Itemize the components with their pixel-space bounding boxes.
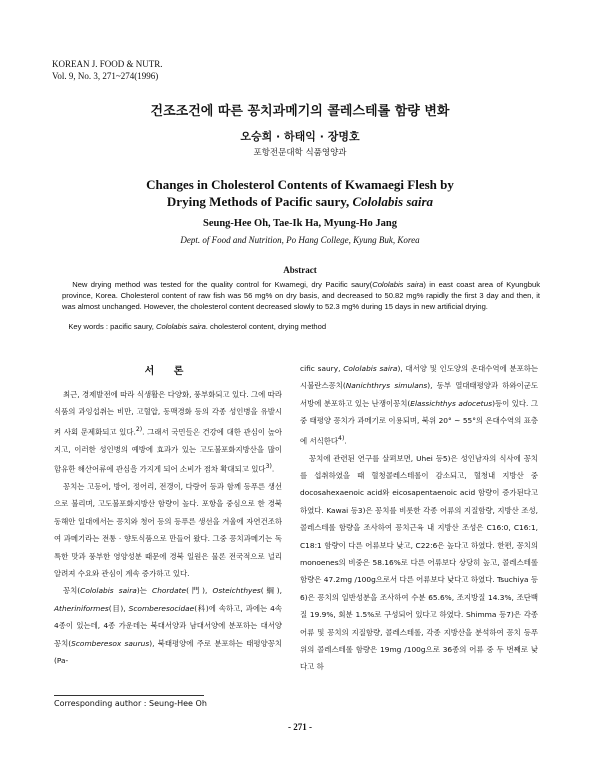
- species: Cololabis saira: [80, 586, 137, 596]
- species: Nanichthrys simulans: [345, 381, 428, 391]
- right-column: [300, 360, 538, 676]
- section-heading-introduction: 서 론: [144, 366, 192, 377]
- text: (目),: [108, 603, 129, 613]
- text: (綱),: [260, 586, 282, 596]
- page-number: - 271 -: [288, 722, 312, 732]
- abstract-text-a: New drying method was tested for the quality control for Kwamegi, dry Pacific saury(: [72, 280, 373, 289]
- abstract-paragraph: [62, 280, 540, 312]
- english-title-line2: [0, 193, 600, 210]
- left-column: [54, 386, 282, 669]
- english-affiliation: Dept. of Food and Nutrition, Po Hang College, Kyung Buk, Korea: [180, 235, 420, 245]
- intro-paragraph-3: [54, 582, 282, 669]
- text: )는: [136, 586, 153, 596]
- text: .: [271, 464, 275, 474]
- citation: 2): [135, 425, 143, 433]
- keywords-species: Cololabis saira: [155, 322, 206, 331]
- english-title: [0, 176, 600, 210]
- text: (門),: [186, 586, 213, 596]
- intro-paragraph-1: [54, 386, 282, 478]
- abstract-species: Cololabis saira: [372, 280, 424, 289]
- species: Elassichthys adocetus: [410, 398, 493, 408]
- text: cific saury,: [300, 364, 344, 373]
- text: ), 동부 열대태평양과 하와이군도 서방에 분포하고 있는 난쟁이꽁치(: [300, 381, 539, 408]
- species: Atheriniformes: [54, 603, 109, 613]
- text: .: [344, 436, 347, 446]
- text: 꽁치(: [63, 586, 81, 596]
- english-title-line1: Changes in Cholesterol Contents of Kwamaegi Flesh by: [146, 177, 454, 192]
- korean-authors: 오승희 · 하태익 · 장명호: [240, 130, 360, 143]
- journal-volume: Vol. 9, No. 3, 271~274(1996): [52, 71, 159, 81]
- species: Scomberesox saurus: [71, 638, 150, 648]
- english-title-species: Cololabis saira: [352, 194, 434, 209]
- intro-paragraph-2: 꽁치는 고등어, 방어, 정어리, 전갱이, 다랑어 등과 함께 등푸른 생선으로 불리며, 고도불포화지방산 함량이 높다. 포항을 중심으로 한 경북 동해안 일대에서는 꽁치와 청어 등의 등푸른 생선을 겨울에 자연건조하여 과메기라는 전통 · 향토식품으로 만들어 왔다. 그중 꽁치과메기는 독특한 맛과 풍부한 영양성분 때문에 경북 일원은 물론 전국적으로 널리 알려져 수요와 관심이 계속 증가하고 있다.: [54, 481, 282, 578]
- abstract-text-b: ) in east coast area of Kyungbuk province, Korea. Cholesterol content of raw fish was 56 mg% on dry basis, and decreased to 50.82 mg% rapidly the first 3 day and then, it was almost unchanged. However, the cholesterol content decreased slowly to 52.3 mg% during 15 days in new artificial drying.: [62, 280, 540, 311]
- species: Cololabis saira: [343, 364, 398, 373]
- text: ), 북태평양에 주로 분포하는 태평양꽁치(Pa-: [54, 638, 282, 666]
- journal-name: KOREAN J. FOOD & NUTR.: [52, 59, 163, 69]
- english-title-text: Drying Methods of Pacific saury,: [166, 194, 353, 209]
- species: Chordate: [152, 586, 187, 596]
- abstract-body: [62, 280, 540, 312]
- abstract-heading: Abstract: [283, 265, 317, 275]
- corresponding-author-footnote: Corresponding author : Seung-Hee Oh: [54, 699, 207, 708]
- journal-citation: [52, 58, 163, 82]
- footnote-divider: [54, 695, 204, 696]
- text: 최근, 경제발전에 따라 식생활은 다양화, 풍부화되고 있다. 그에 따라 식품의 과잉섭취는 비만, 고혈압, 동맥경화 등의 각종 성인병을 유발시켜 사회 문제화되고 있다.: [54, 390, 282, 437]
- keywords: [62, 322, 540, 333]
- english-authors: Seung-Hee Oh, Tae-Ik Ha, Myung-Ho Jang: [203, 218, 397, 229]
- citation: 4): [338, 434, 345, 442]
- species: Osteichthyes: [212, 586, 261, 596]
- keywords-text-a: Key words : pacific saury,: [68, 322, 156, 331]
- korean-affiliation: 포항전문대학 식품영양과: [253, 148, 347, 158]
- keywords-text-b: . cholesterol content, drying method: [205, 322, 327, 331]
- species: Scomberesocidae: [128, 603, 195, 613]
- citation: 3): [265, 463, 272, 471]
- intro-paragraph-3-cont: [300, 360, 538, 450]
- text: . 그래서 국민들은 건강에 대한 관심이 높아지고, 이러한 성인병의 예방에 효과가 있는 고도불포화지방산을 많이 함유한 해산어류에 관심을 가지게 되어 소비가 점차 확대되고 있다: [54, 427, 282, 474]
- korean-title: 건조조건에 따른 꽁치과메기의 콜레스테롤 함량 변화: [150, 104, 450, 119]
- text: (科)에 속하고, 과에는 4속 4종이 있는데, 4종 가운데는 북대서양과 남대서양에 분포하는 대서양꽁치(: [54, 603, 282, 648]
- intro-paragraph-4: 꽁치에 관련된 연구를 살펴보면, Uhei 등5)은 성인남자의 식사에 꽁치를 섭취하였을 때 혈청콜레스테롤이 감소되고, 혈청내 지방산 중 docosahexaenoic acid와 eicosapentaenoic acid 함량이 증가된다고 하였다. Kawai 등3)은 꽁치를 비롯한 각종 어류의 지질함량, 지방산 조성, 콜레스테롤 함량을 조사하여 꽁치근육 내 지방산 조성은 C16:0, C16:1, C18:1 함량이 다른 어류보다 낮고, C22:6은 높다고 하였다. 한편, 꽁치의 monoenes의 비중은 58.16%로 다른 어류보다 상당히 높고, 콜레스테롤 함량은 47.2mg /100g으로서 다른 어류보다 낮다고 하였다. Tsuchiya 등6)은 꽁치의 일반성분을 조사하여 수분 65.6%, 조지방질 14.3%, 조단백질 19.9%, 회분 1.5%로 구성되어 있다고 하였다. Shimma 등7)은 각종 어류 및 꽁치의 지질함량, 콜레스테롤, 각종 지방산을 분석하여 꽁치 등푸위의 콜레스테롤 함량은 19mg /100g으로 36종의 어류 중 두 번째로 낮다고 하: [300, 453, 538, 672]
- text: )등이 있다. 그 중 태평양 꽁치가 과메기로 이용되며, 북위 20° ~ 55°의 온대수역의 표층에 서식한다: [300, 398, 538, 446]
- text: ), 대서양 및 인도양의 온대수역에 분포하는 시불란스꽁치(: [300, 364, 538, 391]
